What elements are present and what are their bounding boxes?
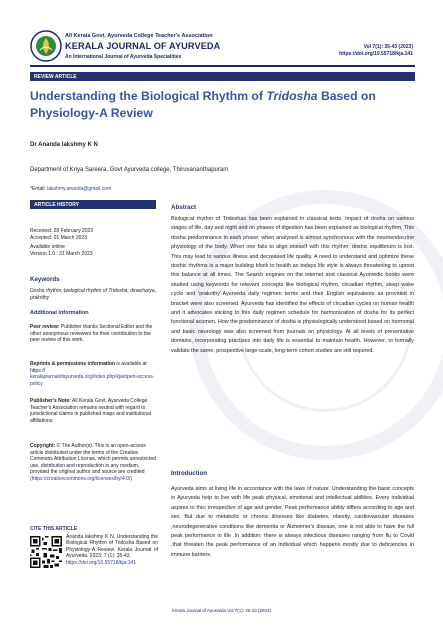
introduction-heading: Introduction xyxy=(171,470,208,477)
email-label: *Email: xyxy=(30,186,48,192)
abstract-text: Biological rhythm of Tridoshas has been explained in classical texts. Impact of dosha on various stages of life, day and night and on phases of digestion has been explained as biological rhythm. This dosha predominance in each phase; when analysed is almost synchronous with the neuroendocrine physiology of the body. When one fails to align oneself with this rhythm; doshic equilibrium is lost. This may lead to various illness and decreased life quality. A need to understand and optimize these doshic rhythms is a major building block to health as todays life style is always threatening to uproot this balance at all times. The Search engines on the internet and classical Ayurvedic books were studied using keywords for relevant concepts like biological rhythm, circadian rhythm, sleep wake cycle and 'prakrithy'.Ayurveda daily regimen terms and their English equivalents as provided in bracket were also screened. Ayurveda has identified the effects of circadian cycles on human health and it advocates sticking to this daily regimen schedule for harmonization of dosha for its perfect functional acumen. How the predominance of dosha is physiologically understood based on hormonal and basic neurology was also screened from journals on physiology. At all levels of preventative domains, incorporating practises into daily life is essential to maintain health. However, to formally validate the same, prospective large-scale, long-term cohort studies are still required. xyxy=(171,216,414,354)
reprints-link[interactable]: keralajournalofayurveda.org/index.php/kja/open-access-policy xyxy=(30,374,155,387)
reprints-label: Reprints & permissions information xyxy=(30,361,116,367)
volume-label: Vol 7(1): 35-43 (2023) xyxy=(363,44,413,50)
citation-doi-link[interactable]: https://doi.org/10.55718/kja.141 xyxy=(66,559,137,566)
article-history-label: ARTICLE HISTORY xyxy=(34,201,80,208)
copyright-text: © The Author(s). This is an open-access article distributed under the terms of the Creative Commons Attribution License, which permits unrestricted use, distribution and reproduction in any medium, provided the original author and source are credited xyxy=(30,443,156,476)
title-prefix: Understanding the Biological Rhythm of xyxy=(30,89,267,103)
copyright-label: Copyright: xyxy=(30,443,56,449)
received-date: Received: 28 February 2023 xyxy=(30,228,94,234)
additional-info-heading: Additional information xyxy=(30,310,89,316)
peer-review-label: Peer review: xyxy=(30,324,60,330)
journal-tagline: An International Journal of Ayurveda Specialities xyxy=(65,54,182,60)
reprints-note xyxy=(30,361,158,387)
title-italic: Tridosha xyxy=(266,89,318,103)
author-email xyxy=(30,186,111,192)
journal-logo-icon xyxy=(30,30,62,62)
available-online: Available online xyxy=(30,244,65,251)
author-name: Dr Ananda lakshmy K N xyxy=(30,142,98,148)
publisher-note xyxy=(30,398,158,424)
page-footer: Kerala Journal of Ayurveda Vol 7(1): 35-43 (2023) xyxy=(172,608,271,613)
version-date: Version 1.0 : 31 March 2023 xyxy=(30,250,93,257)
publisher-note-label: Publisher's Note: xyxy=(30,398,71,404)
license-link[interactable]: (https://creativecommons.org/licenses/by/4.0/) xyxy=(30,475,132,482)
article-type-label: REVIEW ARTICLE xyxy=(34,73,77,80)
email-link[interactable]: lakshmy.ananda@gmail.com xyxy=(47,186,112,192)
citation-body: Ananda lakshmy K N. Understanding the Biological Rhythm of Tridosha Based on Physiology-A Review. Kerala Journal of Ayurveda. 2023; 7 (1): 35-43. xyxy=(66,534,158,560)
peer-review-text: Publisher thanks Sectional Editor and the other anonymous reviewers for their contribution to the peer review of this work. xyxy=(30,324,153,344)
journal-header xyxy=(0,0,443,70)
header-divider xyxy=(30,65,415,67)
journal-name: KERALA JOURNAL OF AYURVEDA xyxy=(65,41,221,51)
peer-review-note xyxy=(30,324,158,344)
introduction-text: Ayurveda aims at living life in accordance with the laws of nature. Understanding the basic concepts in Ayurveda help to live with life peak physical, emotional and intellectual abilities. Every individual aspires to this; irrespective of age and gender. Peak performance ability differs according to age and sex. But due to metabolic or chronic illnesses like diabetes, obesity, cardiovascular diseases ,neurodegenerative conditions like dementia or Alzheimer's disease, one is not able to have the full peak performance in life .In addition; there is always infectious diseases ranging from flu to Covid ,that threaten the peak performance of an individual which happens mostly due to deficiencies in immune barriers. xyxy=(171,486,414,558)
author-affiliation: Department of Kriya Sareera, Govt Ayurveda college, Thiruvananthapuram xyxy=(30,167,229,173)
reprints-text: is available at https:// xyxy=(30,361,147,374)
volume-info xyxy=(339,44,413,58)
citation-text xyxy=(66,534,158,566)
publisher-note-text: All Kerala Govt. Ayurveda College Teacher's Association remains neutral with regard to jurisdictional claims in published maps and institutional affiliations. xyxy=(30,398,151,424)
cite-heading: CITE THIS ARTICLE xyxy=(30,526,78,532)
qr-code-icon xyxy=(30,536,62,568)
abstract-heading: Abstract xyxy=(171,204,197,211)
doi-link[interactable]: https://doi.org/10.55718/kja.141 xyxy=(339,51,413,57)
article-type-bar xyxy=(30,72,415,81)
association-name: All Kerala Govt. Ayurveda College Teacher's Association xyxy=(65,33,213,39)
title-suffix: Based on Physiology-A Review xyxy=(30,89,376,120)
accepted-date: Accepted: 01 March 2023 xyxy=(30,234,87,241)
article-title xyxy=(30,88,420,122)
copyright-note xyxy=(30,443,158,483)
keywords-heading: Keywords xyxy=(30,276,60,283)
article-dates xyxy=(30,228,158,257)
keywords-list: Dosha rhythm, biological rhythm of Tridosha, dinacharya, prakrithy xyxy=(30,288,157,301)
